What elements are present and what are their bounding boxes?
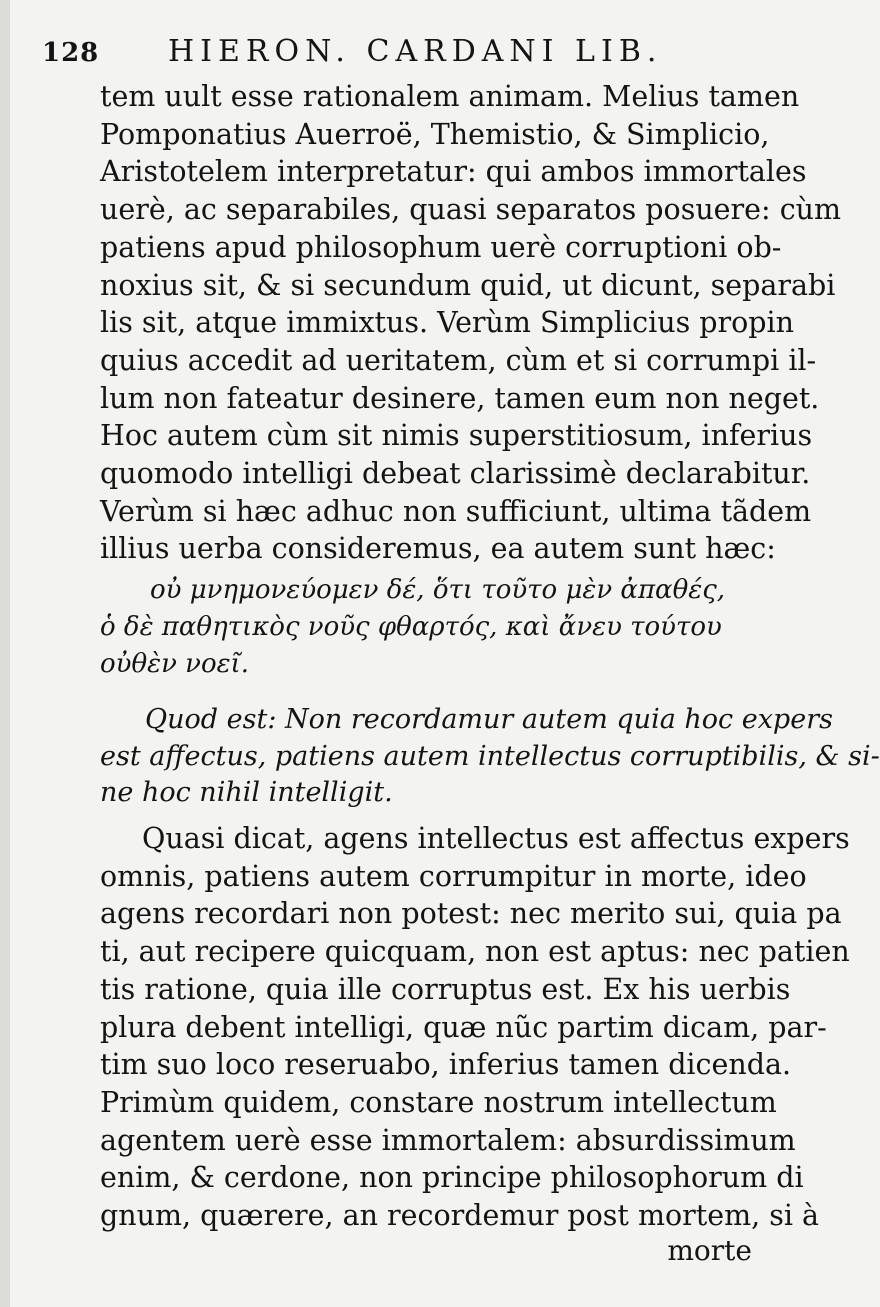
text-line: plura debent intelligi, quæ nũc partim dicam, par- bbox=[100, 1010, 827, 1044]
greek-line: ὁ δὲ παθητικὸς νοῦς φθαρτός, καὶ ἄνευ τούτου bbox=[100, 612, 722, 642]
text-line: quius accedit ad ueritatem, cùm et si corrumpi il- bbox=[100, 343, 817, 377]
text-line: lum non fateatur desinere, tamen eum non neget. bbox=[100, 381, 820, 415]
translation-line: Quod est: Non recordamur autem quia hoc expers bbox=[145, 704, 833, 735]
text-line: Quasi dicat, agens intellectus est affectus expers bbox=[142, 822, 850, 855]
latin-translation bbox=[100, 702, 880, 812]
text-line: Verùm si hæc adhuc non sufficiunt, ultima tãdem bbox=[100, 494, 812, 528]
text-line: lis sit, atque immixtus. Verùm Simplicius propin bbox=[100, 306, 794, 340]
text-line: Primùm quidem, constare nostrum intellectum bbox=[100, 1085, 777, 1119]
text-line: tem uult esse rationalem animam. Melius tamen bbox=[100, 80, 800, 113]
text-line: ti, aut recipere quicquam, non est aptus: nec patien bbox=[100, 935, 850, 969]
text-line: illius uerba consideremus, ea autem sunt hæc: bbox=[100, 532, 776, 566]
greek-line: οὐθὲν νοεῖ. bbox=[100, 649, 250, 679]
text-line: tim suo loco reseruabo, inferius tamen dicenda. bbox=[100, 1048, 792, 1082]
text-line: uerè, ac separabiles, quasi separatos posuere: cùm bbox=[100, 193, 842, 227]
paragraph-2 bbox=[100, 820, 850, 1235]
text-line: enim, & cerdone, non principe philosophorum di bbox=[100, 1161, 804, 1195]
text-line: omnis, patiens autem corrumpitur in morte, ideo bbox=[100, 859, 807, 893]
running-head: HIERON. CARDANI LIB. bbox=[168, 34, 663, 69]
text-line: Aristotelem interpretatur: qui ambos immortales bbox=[100, 155, 807, 189]
text-line: agentem uerè esse immortalem: absurdissimum bbox=[100, 1123, 796, 1157]
text-line: Pomponatius Auerroë, Themistio, & Simplicio, bbox=[100, 117, 770, 151]
text-line: quomodo intelligi debeat clarissimè declarabitur. bbox=[100, 457, 811, 491]
page-number: 128 bbox=[42, 38, 100, 68]
text-line: agens recordari non potest: nec merito sui, quia pa bbox=[100, 897, 842, 931]
translation-line: est affectus, patiens autem intellectus corruptibilis, & si- bbox=[100, 740, 880, 772]
page-edge bbox=[0, 0, 10, 1307]
translation-line: ne hoc nihil intelligit. bbox=[100, 777, 393, 808]
text-line: noxius sit, & si secundum quid, ut dicunt, separabi bbox=[100, 268, 836, 302]
greek-line: οὐ μνημονεύομεν δέ, ὅτι τοῦτο μὲν ἀπαθές, bbox=[150, 575, 726, 605]
text-line: tis ratione, quia ille corruptus est. Ex his uerbis bbox=[100, 972, 791, 1006]
catchword: morte bbox=[667, 1234, 752, 1267]
text-line: gnum, quærere, an recordemur post mortem, si à bbox=[100, 1199, 819, 1233]
text-line: Hoc autem cùm sit nimis superstitiosum, inferius bbox=[100, 419, 813, 453]
greek-quotation bbox=[100, 572, 790, 683]
paragraph-1 bbox=[100, 78, 842, 568]
text-line: patiens apud philosophum uerè corruptioni ob- bbox=[100, 230, 782, 264]
